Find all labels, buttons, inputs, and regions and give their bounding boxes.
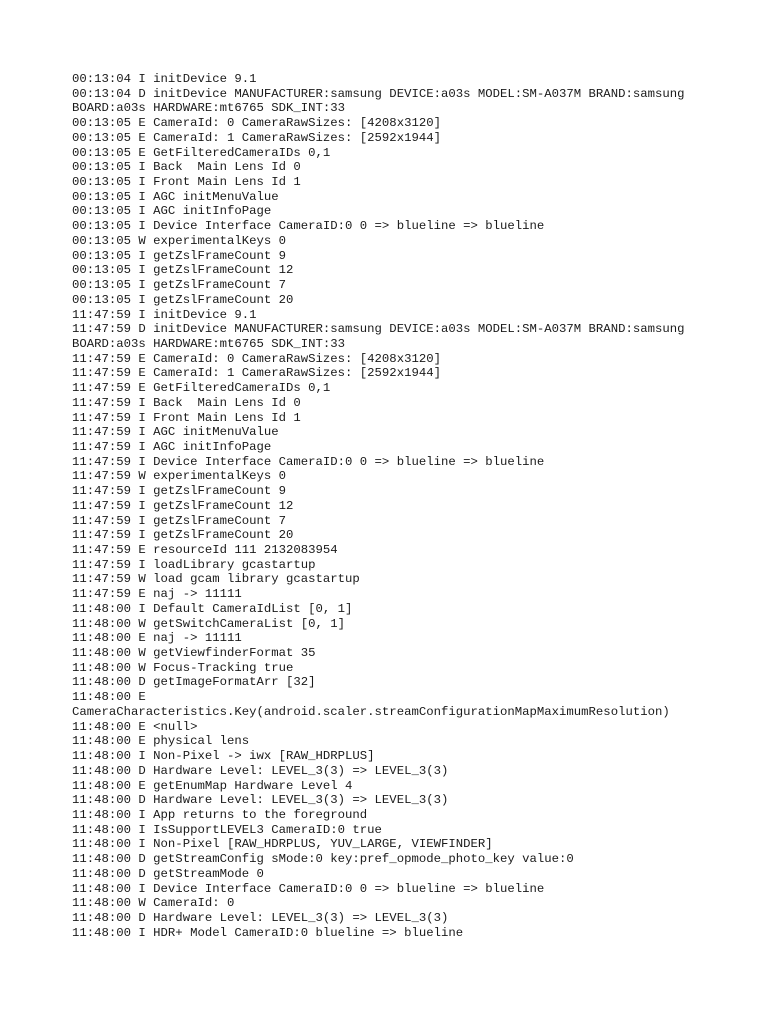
log-line: 11:47:59 I AGC initInfoPage	[72, 439, 272, 454]
log-line: 11:48:00 W CameraId: 0	[72, 896, 235, 911]
log-line: 11:48:00 E physical lens	[72, 734, 250, 749]
log-line: 11:48:00 W getViewfinderFormat 35	[72, 646, 316, 661]
log-line: 00:13:05 W experimentalKeys 0	[72, 233, 287, 248]
log-line: 11:48:00 I App returns to the foreground	[72, 807, 368, 822]
log-line: 11:47:59 E GetFilteredCameraIDs 0,1	[72, 381, 331, 396]
log-line: 11:47:59 D initDevice MANUFACTURER:samsung DEVICE:a03s MODEL:SM-A037M BRAND:samsung	[72, 322, 685, 337]
log-line: 11:47:59 I Device Interface CameraID:0 0 => blueline => blueline	[72, 454, 545, 469]
log-line: 11:47:59 I initDevice 9.1	[72, 307, 257, 322]
log-line: 11:47:59 I loadLibrary gcastartup	[72, 557, 316, 572]
log-line: 00:13:04 I initDevice 9.1	[72, 72, 257, 86]
log-document	[72, 72, 712, 940]
log-line: 11:48:00 I Default CameraIdList [0, 1]	[72, 601, 353, 616]
log-line: 11:47:59 E resourceId 111 2132083954	[72, 543, 338, 557]
log-line: 11:48:00 W Focus-Tracking true	[72, 660, 294, 675]
log-line: 00:13:05 E GetFilteredCameraIDs 0,1	[72, 145, 331, 160]
log-line: BOARD:a03s HARDWARE:mt6765 SDK_INT:33	[72, 336, 346, 351]
log-line: 00:13:05 E CameraId: 1 CameraRawSizes: [2592x1944]	[72, 130, 441, 145]
log-line: 11:47:59 I AGC initMenuValue	[72, 425, 279, 440]
log-line: 11:48:00 D Hardware Level: LEVEL_3(3) => LEVEL_3(3)	[72, 910, 449, 925]
log-line: 00:13:05 E CameraId: 0 CameraRawSizes: [4208x3120]	[72, 116, 441, 131]
log-line: 11:47:59 I getZslFrameCount 20	[72, 528, 294, 543]
log-line: 11:47:59 I Back Main Lens Id 0	[72, 395, 301, 410]
log-line: 11:47:59 E CameraId: 0 CameraRawSizes: [4208x3120]	[72, 351, 441, 366]
log-line: 00:13:05 I Front Main Lens Id 1	[72, 175, 301, 190]
log-line: 11:47:59 W load gcam library gcastartup	[72, 572, 360, 587]
log-line: 11:48:00 W getSwitchCameraList [0, 1]	[72, 616, 346, 631]
log-line: 11:47:59 I getZslFrameCount 9	[72, 484, 287, 499]
log-line: 00:13:05 I getZslFrameCount 12	[72, 263, 294, 278]
log-line: 11:48:00 D Hardware Level: LEVEL_3(3) => LEVEL_3(3)	[72, 793, 449, 808]
log-line: 11:48:00 I Non-Pixel -> iwx [RAW_HDRPLUS]	[72, 749, 375, 764]
log-line: BOARD:a03s HARDWARE:mt6765 SDK_INT:33	[72, 101, 346, 116]
log-line: 11:47:59 I getZslFrameCount 12	[72, 498, 294, 513]
log-line: 11:48:00 E naj -> 11111	[72, 631, 242, 646]
log-line: CameraCharacteristics.Key(android.scaler.streamConfigurationMapMaximumResolution)	[72, 704, 670, 719]
log-line: 00:13:05 I Device Interface CameraID:0 0 => blueline => blueline	[72, 219, 545, 234]
log-line: 11:48:00 E getEnumMap Hardware Level 4	[72, 778, 353, 793]
log-line: 00:13:05 I Back Main Lens Id 0	[72, 160, 301, 175]
log-line: 00:13:05 I getZslFrameCount 7	[72, 278, 287, 293]
log-line: 11:48:00 I Device Interface CameraID:0 0 => blueline => blueline	[72, 881, 545, 896]
log-line: 11:47:59 E naj -> 11111	[72, 587, 242, 602]
log-line: 11:47:59 I Front Main Lens Id 1	[72, 410, 301, 425]
log-line: 11:48:00 D getImageFormatArr [32]	[72, 675, 316, 690]
log-line: 00:13:05 I getZslFrameCount 9	[72, 248, 287, 263]
log-line: 11:48:00 I IsSupportLEVEL3 CameraID:0 true	[72, 822, 382, 837]
log-line: 11:48:00 D getStreamConfig sMode:0 key:pref_opmode_photo_key value:0	[72, 852, 574, 867]
log-line: 11:48:00 E	[72, 690, 146, 705]
log-line: 00:13:05 I AGC initMenuValue	[72, 189, 279, 204]
log-line: 11:47:59 I getZslFrameCount 7	[72, 513, 287, 528]
log-line: 00:13:04 D initDevice MANUFACTURER:samsung DEVICE:a03s MODEL:SM-A037M BRAND:samsung	[72, 86, 685, 101]
log-line: 11:48:00 D Hardware Level: LEVEL_3(3) => LEVEL_3(3)	[72, 763, 449, 778]
log-line: 00:13:05 I AGC initInfoPage	[72, 204, 272, 219]
log-line: 11:48:00 E <null>	[72, 719, 198, 734]
log-line: 11:48:00 D getStreamMode 0	[72, 866, 264, 881]
log-line: 11:47:59 W experimentalKeys 0	[72, 469, 287, 484]
log-line: 11:48:00 I HDR+ Model CameraID:0 blueline => blueline	[72, 925, 464, 940]
log-line: 11:48:00 I Non-Pixel [RAW_HDRPLUS, YUV_LARGE, VIEWFINDER]	[72, 837, 493, 852]
log-line: 11:47:59 E CameraId: 1 CameraRawSizes: [2592x1944]	[72, 366, 441, 381]
log-line: 00:13:05 I getZslFrameCount 20	[72, 292, 294, 307]
